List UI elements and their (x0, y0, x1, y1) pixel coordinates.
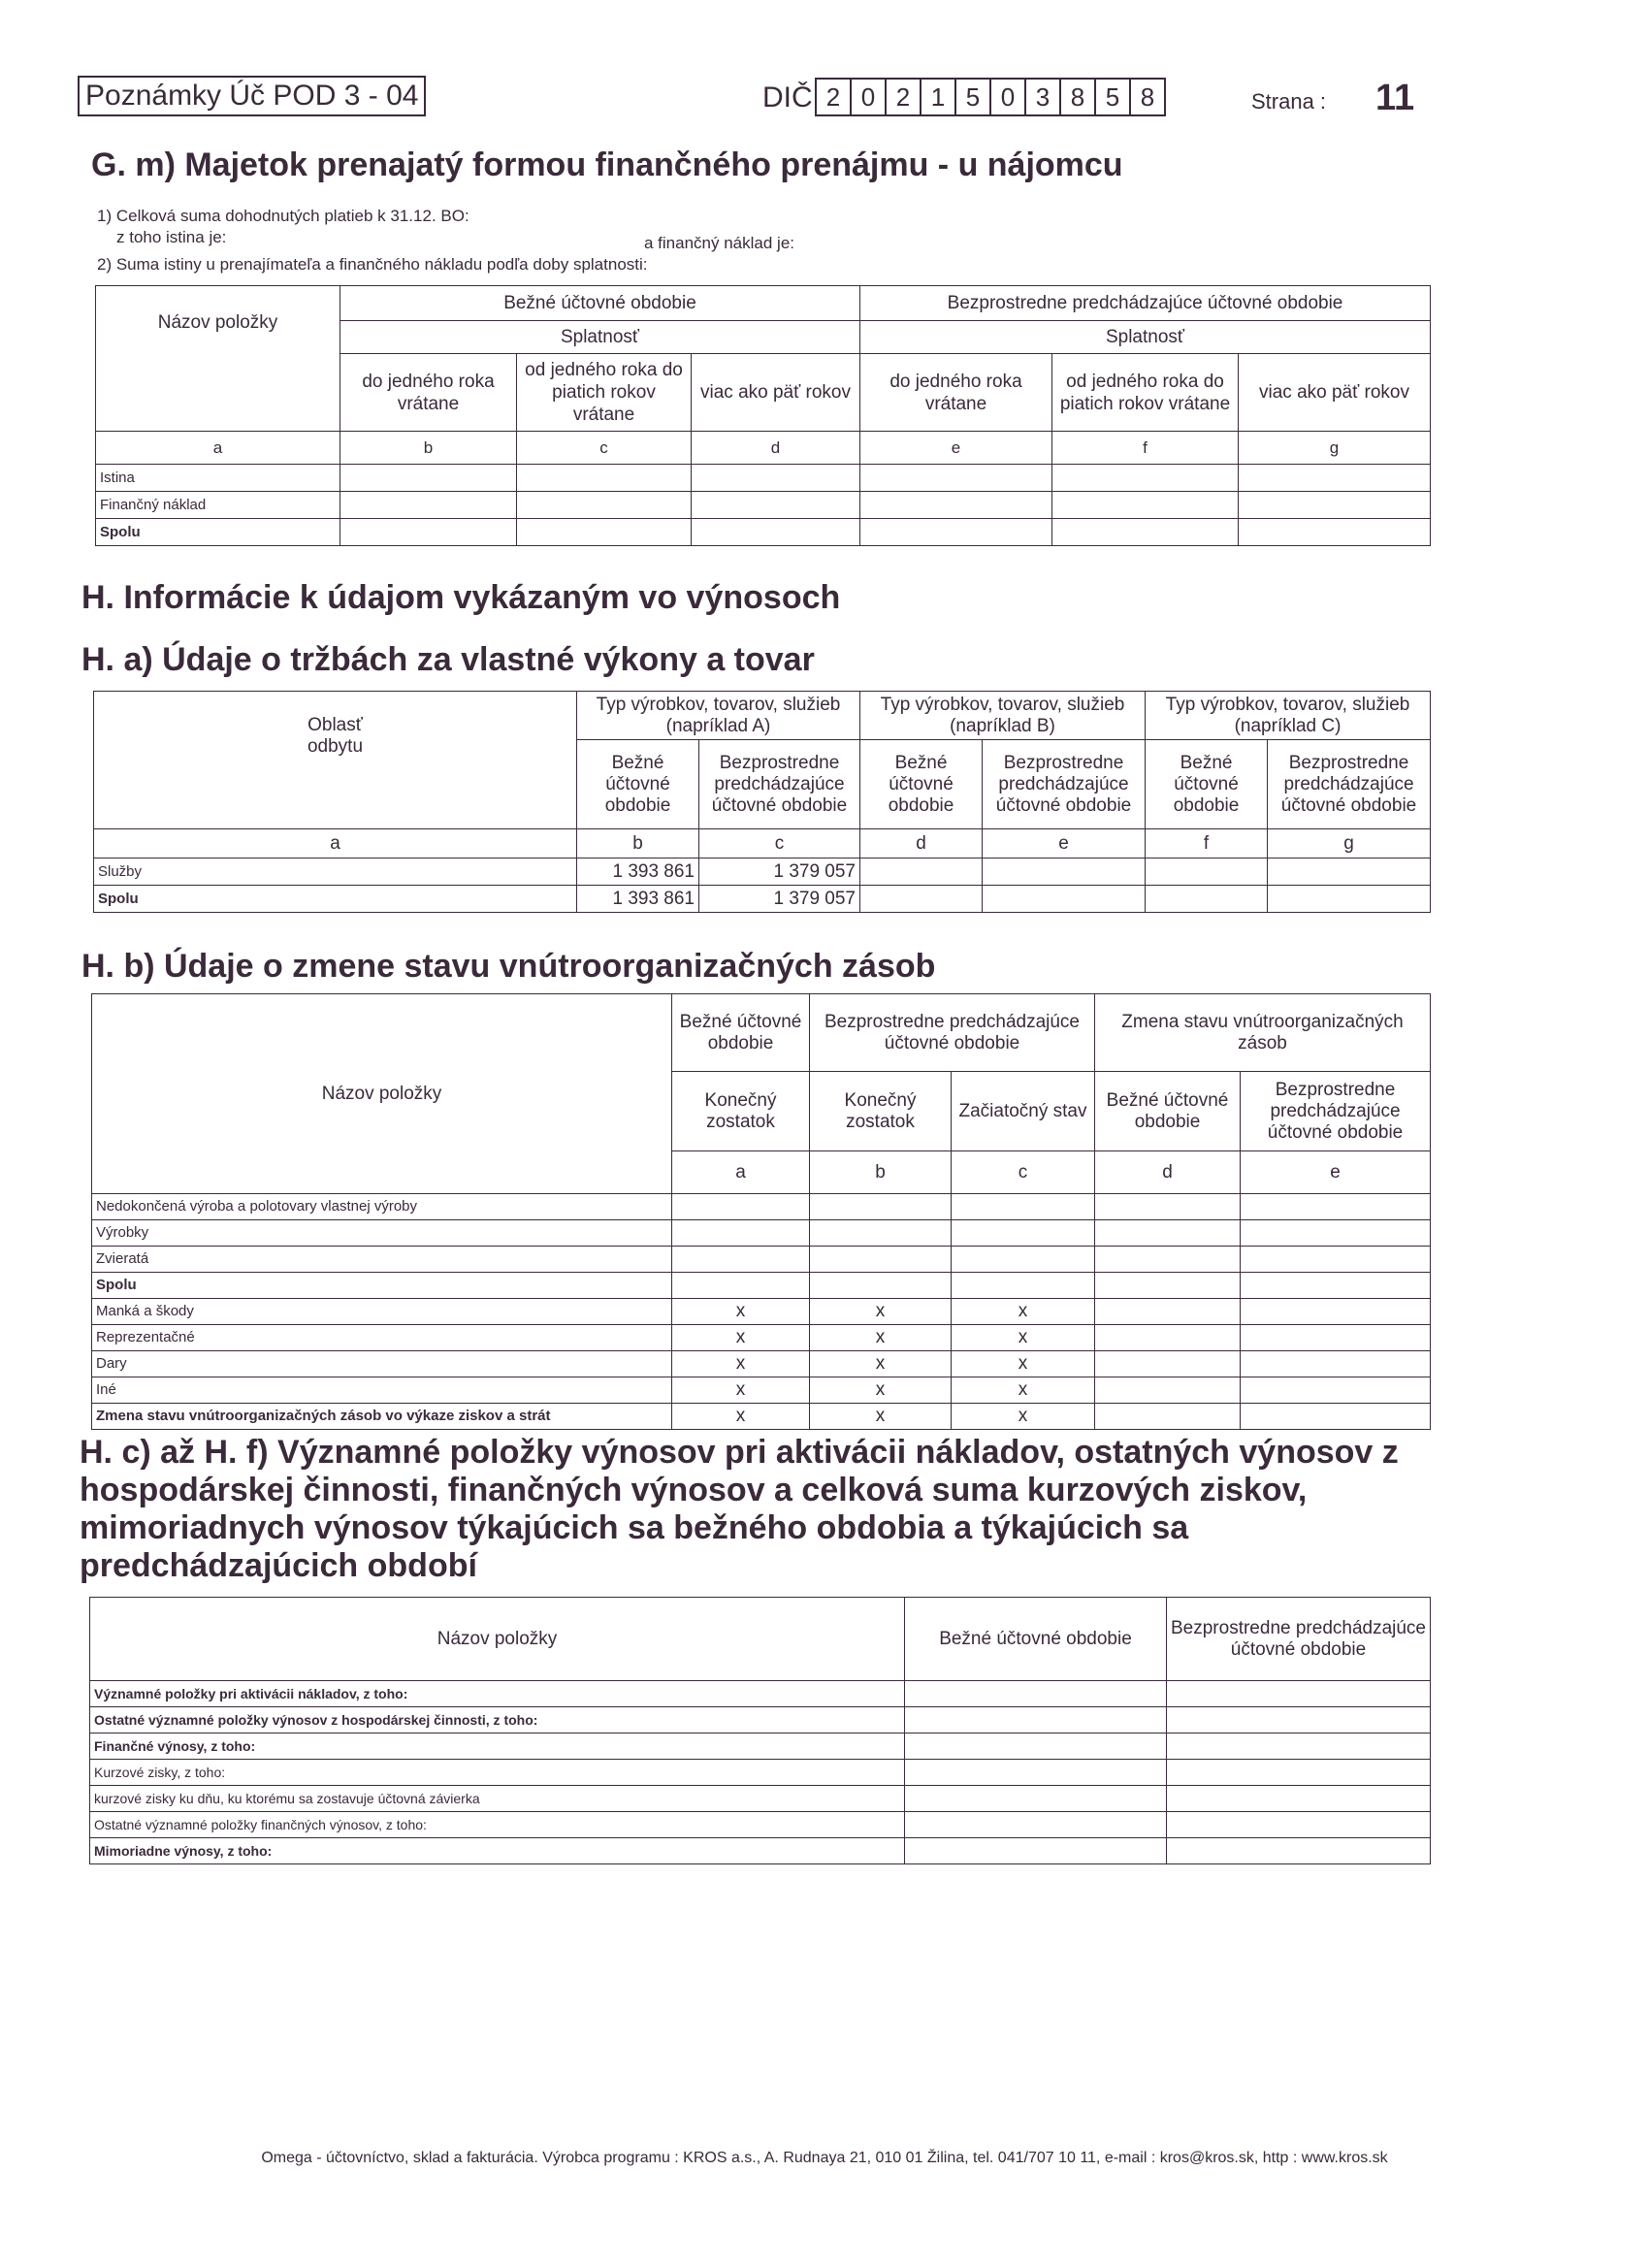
ha-previous-b: Bezprostredne predchádzajúce účtovné obdobie (983, 740, 1146, 829)
hb-closing-b: Konečný zostatok (672, 1072, 810, 1151)
hc-cell-current (905, 1760, 1167, 1786)
dic-label: DIČ (762, 81, 813, 113)
hb-cell (1241, 1351, 1431, 1377)
gm-row-label: Istina (96, 465, 340, 492)
ha-type-b: Typ výrobkov, tovarov, služieb (napríklad B) (860, 692, 1146, 740)
hb-cell (672, 1220, 810, 1247)
hb-row-label: Dary (92, 1351, 672, 1377)
hb-cell-mark: x (672, 1299, 810, 1325)
hb-cell (1095, 1404, 1241, 1430)
table-hb (91, 993, 1431, 1430)
gm-mat-f: od jedného roka do piatich rokov vrátane (1052, 354, 1239, 432)
ha-type-c: Typ výrobkov, tovarov, služieb (napríklad C) (1146, 692, 1431, 740)
hb-row-label: Výrobky (92, 1220, 672, 1247)
hb-cell (1241, 1273, 1431, 1299)
gm-mat-c: od jedného roka do piatich rokov vrátane (517, 354, 692, 432)
gm-cell (692, 519, 860, 546)
hb-cell (952, 1220, 1095, 1247)
form-title: Poznámky Úč POD 3 - 04 (78, 76, 426, 116)
hc-cell-previous (1167, 1707, 1431, 1733)
hc-row-label: kurzové zisky ku dňu, ku ktorému sa zostavuje účtovná závierka (90, 1786, 905, 1812)
gm-mat-g: viac ako päť rokov (1239, 354, 1431, 432)
hb-cell (1095, 1194, 1241, 1220)
dic-digit: 1 (922, 80, 956, 114)
dic-digit: 0 (852, 80, 887, 114)
hc-cell-current (905, 1733, 1167, 1760)
table-row (90, 1838, 1431, 1864)
hb-cell-mark: x (810, 1351, 952, 1377)
hb-cell (1095, 1351, 1241, 1377)
hb-cell (810, 1247, 952, 1273)
gm-cell (1239, 492, 1431, 519)
ha-row-value-c: 1 379 057 (699, 859, 860, 886)
gm-cell (340, 465, 517, 492)
hb-cell (672, 1273, 810, 1299)
gm-current-period: Bežné účtovné obdobie (340, 286, 860, 321)
gm-cell (860, 465, 1052, 492)
hb-cell (1095, 1220, 1241, 1247)
section-h-title: H. Informácie k údajom vykázaným vo výnosoch (81, 579, 841, 616)
ha-row-label: Služby (94, 859, 577, 886)
table-row (92, 1194, 1431, 1220)
gm-letter: e (860, 432, 1052, 465)
gm-line3: 2) Suma istiny u prenajímateľa a finančného nákladu podľa doby splatnosti: (97, 255, 648, 274)
gm-letter: g (1239, 432, 1431, 465)
hb-current: Bežné účtovné obdobie (672, 994, 810, 1072)
hc-col-name: Názov položky (90, 1598, 905, 1681)
table-row (90, 1760, 1431, 1786)
gm-cell (860, 519, 1052, 546)
ha-col-name: Oblasť odbytu (307, 715, 364, 757)
gm-letter: c (517, 432, 692, 465)
ha-type-a: Typ výrobkov, tovarov, služieb (napríklad A) (577, 692, 860, 740)
ha-current-a: Bežné účtovné obdobie (577, 740, 699, 829)
hb-row-label: Manká a škody (92, 1299, 672, 1325)
table-row (92, 1273, 1431, 1299)
hb-cell (672, 1247, 810, 1273)
hc-row-label: Ostatné významné položky výnosov z hospodárskej činnosti, z toho: (90, 1707, 905, 1733)
hb-previous: Bezprostredne predchádzajúce účtovné obdobie (810, 994, 1095, 1072)
gm-row-label: Finančný náklad (96, 492, 340, 519)
hc-cell-current (905, 1786, 1167, 1812)
gm-cell (692, 465, 860, 492)
ha-current-b: Bežné účtovné obdobie (860, 740, 983, 829)
hb-cell (1241, 1247, 1431, 1273)
hc-previous: Bezprostredne predchádzajúce účtovné obdobie (1167, 1598, 1431, 1681)
gm-cell (340, 519, 517, 546)
hb-row-label: Iné (92, 1377, 672, 1404)
dic-digit: 3 (1026, 80, 1061, 114)
footer-text: Omega - účtovníctvo, sklad a fakturácia. Výrobca programu : KROS a.s., A. Rudnaya 21, 010 01 Žilina, tel. 041/707 10 11, e-mail : kros@kros.sk, http : www.kros.sk (261, 2150, 1388, 2166)
gm-cell (517, 492, 692, 519)
ha-letter: f (1146, 829, 1268, 859)
gm-letter: b (340, 432, 517, 465)
section-ha-title: H. a) Údaje o tržbách za vlastné výkony a tovar (81, 641, 815, 678)
hb-row-label: Reprezentačné (92, 1325, 672, 1351)
hc-row-label: Finančné výnosy, z toho: (90, 1733, 905, 1760)
gm-cell (692, 492, 860, 519)
gm-line2b: a finančný náklad je: (644, 234, 794, 252)
hb-cell (810, 1194, 952, 1220)
ha-letter: e (983, 829, 1146, 859)
hb-letter: a (672, 1151, 810, 1194)
hb-cell (1241, 1404, 1431, 1430)
hb-cell-mark: x (810, 1325, 952, 1351)
ha-letter: d (860, 829, 983, 859)
dic-digit: 0 (991, 80, 1026, 114)
dic-cells (815, 78, 1166, 116)
gm-cell (1239, 465, 1431, 492)
hb-change-current: Bežné účtovné obdobie (1095, 1072, 1241, 1151)
hb-cell-mark: x (952, 1377, 1095, 1404)
gm-maturity-previous: Splatnosť (860, 321, 1431, 354)
hc-cell-previous (1167, 1760, 1431, 1786)
hc-row-label: Mimoriadne výnosy, z toho: (90, 1838, 905, 1864)
ha-row-value-b: 1 393 861 (577, 859, 699, 886)
dic-digit: 8 (1061, 80, 1096, 114)
hc-cell-previous (1167, 1681, 1431, 1707)
ha-letter: g (1268, 829, 1431, 859)
hb-cell-mark: x (810, 1299, 952, 1325)
table-row (92, 1377, 1431, 1404)
gm-mat-b: do jedného roka vrátane (340, 354, 517, 432)
gm-mat-d: viac ako päť rokov (692, 354, 860, 432)
dic-digit: 8 (1140, 82, 1155, 112)
gm-cell (340, 492, 517, 519)
hb-cell-mark: x (810, 1377, 952, 1404)
hc-cell-current (905, 1681, 1167, 1707)
hb-cell (1241, 1299, 1431, 1325)
gm-cell (517, 465, 692, 492)
hb-letter: c (952, 1151, 1095, 1194)
ha-letter: b (577, 829, 699, 859)
ha-previous-c: Bezprostredne predchádzajúce účtovné obdobie (1268, 740, 1431, 829)
hb-change-previous: Bezprostredne predchádzajúce účtovné obdobie (1241, 1072, 1431, 1151)
table-hc (89, 1597, 1431, 1864)
hb-cell-mark: x (952, 1299, 1095, 1325)
hc-cell-previous (1167, 1786, 1431, 1812)
hc-cell-current (905, 1707, 1167, 1733)
section-gm-title: G. m) Majetok prenajatý formou finančného prenájmu - u nájomcu (91, 146, 1123, 183)
hb-cell-mark: x (672, 1325, 810, 1351)
hc-cell-previous (1167, 1838, 1431, 1864)
hb-cell-mark: x (952, 1404, 1095, 1430)
ha-previous-a: Bezprostredne predchádzajúce účtovné obdobie (699, 740, 860, 829)
hb-cell (672, 1194, 810, 1220)
hb-cell-mark: x (672, 1351, 810, 1377)
gm-letter: d (692, 432, 860, 465)
page-number: 11 (1375, 78, 1415, 118)
table-row (92, 1325, 1431, 1351)
gm-mat-e: do jedného roka vrátane (860, 354, 1052, 432)
dic-digit: 5 (956, 80, 991, 114)
table-row (92, 1247, 1431, 1273)
table-row (90, 1707, 1431, 1733)
hc-current: Bežné účtovné obdobie (905, 1598, 1167, 1681)
hc-row-label: Ostatné významné položky finančných výnosov, z toho: (90, 1812, 905, 1838)
hb-cell (1095, 1247, 1241, 1273)
hb-cell (952, 1247, 1095, 1273)
hb-row-label: Zvieratá (92, 1247, 672, 1273)
hc-cell-previous (1167, 1733, 1431, 1760)
ha-letter: c (699, 829, 860, 859)
table-row (90, 1681, 1431, 1707)
gm-cell (1052, 492, 1239, 519)
table-row (90, 1733, 1431, 1760)
gm-letter: a (96, 432, 340, 465)
hb-letter: d (1095, 1151, 1241, 1194)
hc-row-label: Významné položky pri aktivácii nákladov, z toho: (90, 1681, 905, 1707)
gm-line2a: z toho istina je: (116, 228, 227, 246)
hb-cell (1095, 1325, 1241, 1351)
hb-cell (1241, 1377, 1431, 1404)
gm-line1: 1) Celková suma dohodnutých platieb k 31.12. BO: (97, 207, 469, 225)
hb-closing-c: Konečný zostatok (810, 1072, 952, 1151)
gm-cell (860, 492, 1052, 519)
page-label: Strana : (1251, 89, 1327, 113)
table-row (90, 1786, 1431, 1812)
dic-digit: 2 (817, 80, 852, 114)
dic-digit: 5 (1096, 80, 1131, 114)
hc-cell-previous (1167, 1812, 1431, 1838)
hc-row-label: Kurzové zisky, z toho: (90, 1760, 905, 1786)
dic-digit: 2 (887, 80, 922, 114)
gm-cell (1052, 465, 1239, 492)
gm-cell (1239, 519, 1431, 546)
gm-maturity-current: Splatnosť (340, 321, 860, 354)
hb-cell (1095, 1273, 1241, 1299)
hb-cell-mark: x (672, 1377, 810, 1404)
hb-cell (1241, 1325, 1431, 1351)
ha-total-label: Spolu (94, 886, 577, 913)
gm-letter: f (1052, 432, 1239, 465)
ha-total-value-b: 1 393 861 (577, 886, 699, 913)
hb-letter: e (1241, 1151, 1431, 1194)
section-hb-title: H. b) Údaje o zmene stavu vnútroorganizačných zásob (81, 948, 936, 985)
section-hc-title: H. c) až H. f) Významné položky výnosov pri aktivácii nákladov, ostatných výnosov z hospodárskej činnosti, finančných výnosov a celková suma kurzových ziskov, mimoriadnych výnosov týkajúcich sa bežného obdobia a týkajúcich sa predchádzajúcich období (80, 1434, 1399, 1584)
gm-row-label: Spolu (96, 519, 340, 546)
hb-row-label: Zmena stavu vnútroorganizačných zásob vo výkaze ziskov a strát (92, 1404, 672, 1430)
gm-cell (517, 519, 692, 546)
hb-cell-mark: x (952, 1325, 1095, 1351)
hb-change: Zmena stavu vnútroorganizačných zásob (1095, 994, 1431, 1072)
table-row (92, 1404, 1431, 1430)
gm-previous-period: Bezprostredne predchádzajúce účtovné obdobie (860, 286, 1431, 321)
hb-cell (1241, 1220, 1431, 1247)
ha-total-value-c: 1 379 057 (699, 886, 860, 913)
hb-cell (1241, 1194, 1431, 1220)
hb-cell-mark: x (810, 1404, 952, 1430)
hc-cell-current (905, 1838, 1167, 1864)
hb-cell (952, 1273, 1095, 1299)
hc-cell-current (905, 1812, 1167, 1838)
hb-cell-mark: x (952, 1351, 1095, 1377)
hb-cell (1095, 1377, 1241, 1404)
table-row (92, 1220, 1431, 1247)
table-ha (93, 691, 1431, 913)
hb-row-label: Nedokončená výroba a polotovary vlastnej výroby (92, 1194, 672, 1220)
hb-opening-d: Začiatočný stav (952, 1072, 1095, 1151)
table-row (92, 1299, 1431, 1325)
ha-current-c: Bežné účtovné obdobie (1146, 740, 1268, 829)
table-gm (95, 285, 1431, 546)
hb-cell-mark: x (672, 1404, 810, 1430)
hb-cell (952, 1194, 1095, 1220)
gm-cell (1052, 519, 1239, 546)
hb-cell (1095, 1299, 1241, 1325)
table-row (92, 1351, 1431, 1377)
table-row (90, 1812, 1431, 1838)
ha-letter: a (94, 829, 577, 859)
gm-col-name: Názov položky (96, 286, 340, 432)
hb-cell (810, 1220, 952, 1247)
hb-col-name: Názov položky (92, 994, 672, 1194)
hb-row-label: Spolu (92, 1273, 672, 1299)
hb-letter: b (810, 1151, 952, 1194)
hb-cell (810, 1273, 952, 1299)
